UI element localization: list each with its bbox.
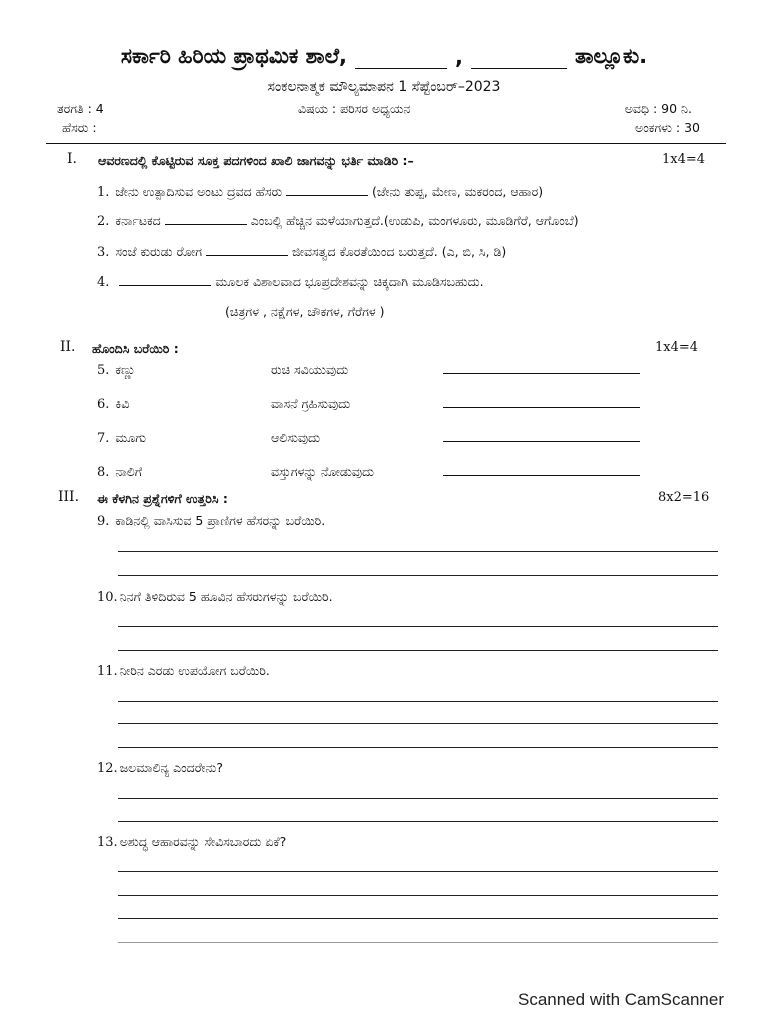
section2-marks: 1x4=4	[655, 340, 699, 355]
match-answer-line[interactable]	[443, 475, 640, 476]
match-row: 8. ನಾಲಿಗೆ	[97, 464, 142, 480]
question-9: 9. ಕಾಡಿನಲ್ಲಿ ವಾಸಿಸುವ 5 ಪ್ರಾಣಿಗಳ ಹೆಸರನ್ನು ಬರೆಯಿರಿ.	[97, 513, 326, 529]
school-title: ಸರ್ಕಾರಿ ಹಿರಿಯ ಪ್ರಾಥಮಿಕ ಶಾಲೆ,	[120, 44, 347, 68]
header-divider	[46, 143, 726, 144]
duration-label: ಅವಧಿ : 90 ನಿ.	[624, 101, 692, 116]
answer-line[interactable]	[118, 895, 718, 896]
answer-line[interactable]	[118, 575, 718, 576]
answer-line[interactable]	[118, 821, 718, 822]
answer-line[interactable]	[118, 747, 718, 748]
subject-label: ವಿಷಯ : ಪರಿಸರ ಅಧ್ಯಯನ	[298, 101, 411, 116]
match-row: 5. ಕಣ್ಣು	[97, 362, 136, 378]
fill-blank[interactable]	[119, 274, 211, 286]
match-option: ರುಚಿ ಸವಿಯುವುದು	[271, 362, 349, 377]
section2-title: ಹೊಂದಿಸಿ ಬರೆಯಿರಿ :	[92, 341, 179, 356]
answer-line[interactable]	[118, 650, 718, 651]
question-2: 2. ಕರ್ನಾಟಕದ ಎಂಬಲ್ಲಿ ಹೆಚ್ಚಿನ ಮಳೆಯಾಗುತ್ತದೆ.(ಉಡುಪಿ, ಮಂಗಳೂರು, ಮೂಡಿಗೆರೆ, ಆಗೊಂಬೆ)	[97, 213, 579, 229]
answer-line[interactable]	[118, 626, 718, 627]
question-4: 4. ಮೂಲಕ ವಿಶಾಲವಾದ ಭೂಪ್ರದೇಶವನ್ನು ಚಿಕ್ಕದಾಗಿ ಮೂಡಿಸಬಹುದು.	[97, 274, 484, 290]
section1-marks: 1x4=4	[662, 152, 706, 167]
taluk-label: ತಾಲ್ಲೂಕು.	[574, 44, 648, 68]
answer-line[interactable]	[118, 723, 718, 724]
class-label: ತರಗತಿ : 4	[57, 101, 104, 116]
title-comma: ,	[455, 45, 463, 69]
school-title-row	[0, 44, 768, 69]
exam-title: ಸಂಕಲನಾತ್ಮಕ ಮೌಲ್ಯಮಾಪನ 1 ಸೆಪ್ಟೆಂಬರ್–2023	[267, 79, 501, 95]
question-3: 3. ಸಂಜೆ ಕುರುಡು ರೋಗ ಜೀವಸತ್ವದ ಕೊರತೆಯಿಂದ ಬರುತ್ತದೆ. (ಎ, ಬಿ, ಸಿ, ಡಿ)	[97, 244, 507, 260]
match-row: 6. ಕಿವಿ	[97, 396, 130, 412]
match-answer-line[interactable]	[443, 373, 640, 374]
answer-line[interactable]	[118, 798, 718, 799]
match-option: ಆಲಿಸುವುದು	[271, 430, 321, 445]
match-option: ವಸ್ತುಗಳನ್ನು ನೋಡುವುದು	[271, 464, 375, 479]
total-marks-label: ಅಂಕಗಳು : 30	[635, 120, 700, 135]
taluk-name-blank	[471, 49, 567, 69]
answer-line[interactable]	[118, 701, 718, 702]
answer-line[interactable]	[118, 551, 718, 552]
answer-line[interactable]	[118, 871, 718, 872]
match-option: ವಾಸನೆ ಗ್ರಹಿಸುವುದು	[271, 396, 351, 411]
answer-line[interactable]	[118, 942, 718, 943]
question-10: 10. ನಿನಗೆ ತಿಳಿದಿರುವ 5 ಹೂವಿನ ಹೆಸರುಗಳನ್ನು ಬರೆಯಿರಿ.	[97, 589, 333, 605]
question-13: 13. ಅಶುದ್ಧ ಆಹಾರವನ್ನು ಸೇವಿಸಬಾರದು ಏಕೆ?	[97, 834, 287, 850]
match-answer-line[interactable]	[443, 407, 640, 408]
section1-number: I.	[67, 151, 77, 167]
section3-title: ಈ ಕೆಳಗಿನ ಪ್ರಶ್ನೆಗಳಿಗೆ ಉತ್ತರಿಸಿ :	[97, 491, 228, 506]
section3-marks: 8x2=16	[658, 490, 710, 505]
fill-blank[interactable]	[206, 244, 288, 256]
answer-line[interactable]	[118, 918, 718, 919]
school-name-blank	[355, 49, 447, 69]
question-4-options: (ಚಿತ್ರಗಳ , ನಕ್ಷೆಗಳ, ಚೌಕಗಳ, ಗೆರೆಗಳ )	[225, 304, 385, 319]
section1-title: ಆವರಣದಲ್ಲಿ ಕೊಟ್ಟಿರುವ ಸೂಕ್ತ ಪದಗಳಿಂದ ಖಾಲಿ ಜಾಗವನ್ನು ಭರ್ತಿ ಮಾಡಿರಿ :–	[98, 153, 414, 168]
fill-blank[interactable]	[165, 213, 247, 225]
camscanner-watermark: Scanned with CamScanner	[517, 990, 724, 1009]
section3-number: III.	[58, 489, 80, 505]
student-name-label: ಹೆಸರು :	[62, 120, 97, 135]
question-12: 12. ಜಲಮಾಲಿನ್ಯ ಎಂದರೇನು?	[97, 760, 224, 776]
fill-blank[interactable]	[286, 184, 368, 196]
question-11: 11. ನೀರಿನ ಎರಡು ಉಪಯೋಗ ಬರೆಯಿರಿ.	[97, 663, 270, 679]
match-row: 7. ಮೂಗು	[97, 430, 147, 446]
match-answer-line[interactable]	[443, 441, 640, 442]
question-1: 1. ಜೇನು ಉತ್ಪಾದಿಸುವ ಅಂಟು ದ್ರವದ ಹೆಸರು (ಜೇನು ತುಪ್ಪ, ಮೇಣ, ಮಕರಂದ, ಆಹಾರ)	[97, 184, 544, 200]
section2-number: II.	[60, 339, 76, 355]
